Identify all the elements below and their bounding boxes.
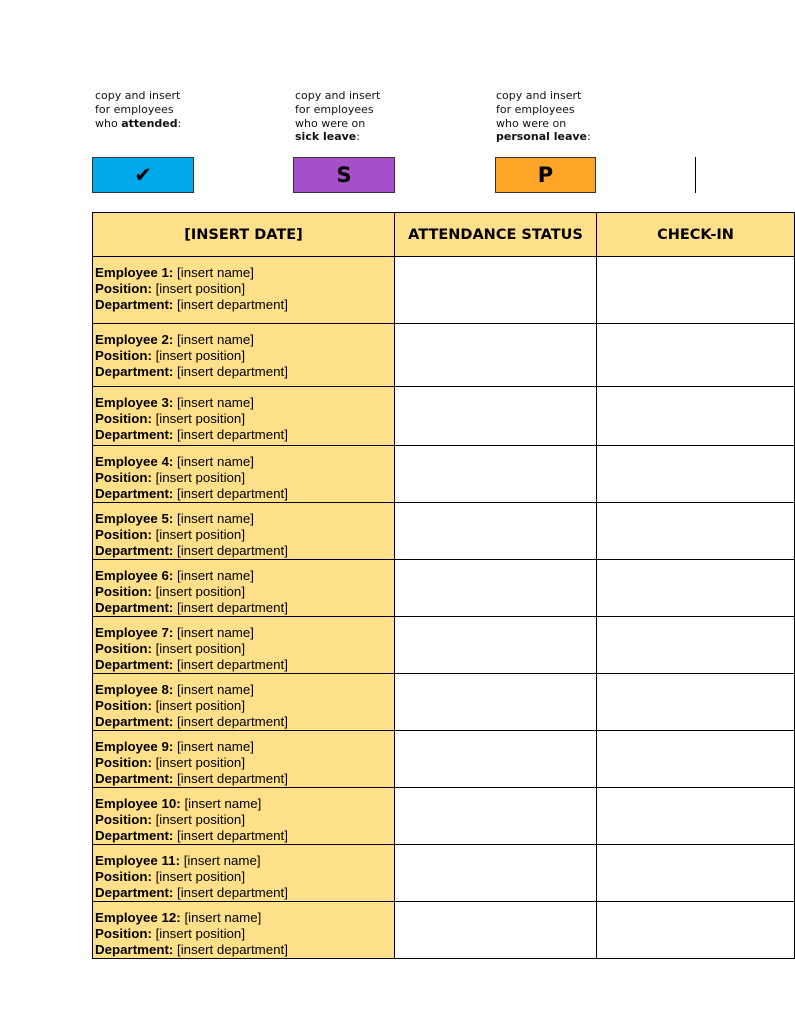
employee-name: [insert name] <box>177 739 254 754</box>
employee-name: [insert name] <box>184 796 262 811</box>
check-in-cell[interactable] <box>597 446 795 503</box>
legend-line: for employees <box>295 102 374 116</box>
attendance-sheet <box>92 212 734 957</box>
table-row <box>93 446 795 503</box>
employee-position: [insert position] <box>155 281 246 296</box>
position-line <box>95 926 394 942</box>
employee-info-cell[interactable] <box>93 324 395 387</box>
attendance-status-cell[interactable] <box>395 387 597 446</box>
position-label: Position: <box>95 348 152 363</box>
table-header-row <box>93 213 795 257</box>
employee-position: [insert position] <box>155 470 246 485</box>
employee-info-cell[interactable] <box>93 731 395 788</box>
check-in-cell[interactable] <box>597 788 795 845</box>
check-in-cell[interactable] <box>597 503 795 560</box>
position-line <box>95 641 394 657</box>
page-edge-divider <box>695 157 696 193</box>
employee-name: [insert name] <box>184 910 262 925</box>
employee-position: [insert position] <box>155 698 246 713</box>
employee-name: [insert name] <box>177 682 254 697</box>
employee-line <box>95 454 394 470</box>
department-line <box>95 427 394 443</box>
employee-position: [insert position] <box>155 411 246 426</box>
position-line <box>95 281 394 297</box>
sick-leave-symbol: S <box>336 163 352 187</box>
attendance-status-cell[interactable] <box>395 324 597 387</box>
legend-lead-text: who <box>95 116 122 130</box>
check-in-cell[interactable] <box>597 731 795 788</box>
department-label: Department: <box>95 486 174 501</box>
employee-info-cell[interactable] <box>93 674 395 731</box>
employee-name: [insert name] <box>183 853 261 868</box>
attendance-table <box>92 212 795 959</box>
employee-name: [insert name] <box>177 332 254 347</box>
legend-personal-leave-note <box>496 89 591 144</box>
employee-position: [insert position] <box>155 812 246 827</box>
position-line <box>95 527 394 543</box>
employee-label: Employee 4: <box>95 454 174 469</box>
employee-line <box>95 511 394 527</box>
table-row <box>93 324 795 387</box>
position-label: Position: <box>95 470 152 485</box>
employee-info-cell[interactable] <box>93 446 395 503</box>
position-line <box>95 584 394 600</box>
legend-status-name: sick leave <box>295 130 357 144</box>
position-line <box>95 812 394 828</box>
table-row <box>93 617 795 674</box>
checkmark-icon: ✔ <box>134 163 152 187</box>
table-row <box>93 560 795 617</box>
employee-department: [insert department] <box>177 828 288 843</box>
table-row <box>93 503 795 560</box>
legend-status-line <box>295 130 380 144</box>
employee-department: [insert department] <box>177 486 288 501</box>
employee-line <box>95 568 394 584</box>
legend-line: who were on <box>496 116 567 130</box>
position-label: Position: <box>95 584 152 599</box>
employee-line <box>95 739 394 755</box>
employee-name: [insert name] <box>177 568 254 583</box>
department-line <box>95 714 394 730</box>
column-header-attendance-status[interactable]: ATTENDANCE STATUS <box>395 213 597 257</box>
employee-line <box>95 910 394 926</box>
table-row <box>93 674 795 731</box>
personal-leave-symbol: P <box>537 163 554 187</box>
attendance-status-cell[interactable] <box>395 902 597 959</box>
position-line <box>95 348 394 364</box>
department-line <box>95 828 394 844</box>
position-label: Position: <box>95 281 152 296</box>
legend-status-name: attended <box>121 116 178 130</box>
check-in-cell[interactable] <box>597 845 795 902</box>
legend-line: copy and insert <box>95 89 181 102</box>
sick-leave-swatch[interactable] <box>293 157 395 193</box>
employee-position: [insert position] <box>155 755 246 770</box>
position-label: Position: <box>95 812 152 827</box>
legend-sick-leave-note <box>295 89 380 144</box>
department-line <box>95 364 394 380</box>
employee-department: [insert department] <box>177 364 288 379</box>
department-label: Department: <box>95 543 174 558</box>
attendance-status-cell[interactable] <box>395 446 597 503</box>
employee-info-cell[interactable] <box>93 560 395 617</box>
employee-department: [insert department] <box>177 771 288 786</box>
check-in-cell[interactable] <box>597 902 795 959</box>
department-label: Department: <box>95 600 174 615</box>
position-label: Position: <box>95 755 152 770</box>
legend-line: who were on <box>295 116 366 130</box>
employee-name: [insert name] <box>177 265 254 280</box>
employee-department: [insert department] <box>177 297 288 312</box>
department-line <box>95 297 394 313</box>
check-in-cell[interactable] <box>597 560 795 617</box>
check-in-cell[interactable] <box>597 387 795 446</box>
table-row <box>93 902 795 959</box>
department-line <box>95 543 394 559</box>
employee-department: [insert department] <box>177 942 288 957</box>
legend-line: copy and insert <box>496 89 582 102</box>
employee-line <box>95 332 394 348</box>
employee-label: Employee 2: <box>95 332 174 347</box>
employee-department: [insert department] <box>177 600 288 615</box>
employee-department: [insert department] <box>177 714 288 729</box>
department-label: Department: <box>95 657 174 672</box>
employee-label: Employee 3: <box>95 395 174 410</box>
employee-info-cell[interactable] <box>93 257 395 324</box>
position-line <box>95 698 394 714</box>
employee-label: Employee 5: <box>95 511 174 526</box>
attendance-status-cell[interactable] <box>395 617 597 674</box>
attendance-status-cell[interactable] <box>395 560 597 617</box>
legend-status-name: personal leave <box>496 130 588 144</box>
employee-info-cell[interactable] <box>93 617 395 674</box>
personal-leave-swatch[interactable] <box>495 157 596 193</box>
employee-position: [insert position] <box>155 348 246 363</box>
legend-attended-note <box>95 89 181 130</box>
legend-line: for employees <box>95 102 174 116</box>
position-label: Position: <box>95 527 152 542</box>
department-label: Department: <box>95 828 174 843</box>
department-line <box>95 486 394 502</box>
employee-label: Employee 1: <box>95 265 174 280</box>
employee-department: [insert department] <box>177 543 288 558</box>
employee-name: [insert name] <box>177 454 254 469</box>
employee-label: Employee 9: <box>95 739 174 754</box>
employee-department: [insert department] <box>177 885 288 900</box>
employee-name: [insert name] <box>177 395 254 410</box>
department-label: Department: <box>95 297 174 312</box>
legend-status-line <box>95 117 181 131</box>
legend-trail-text: : <box>356 130 360 144</box>
position-line <box>95 869 394 885</box>
legend-line: for employees <box>496 102 575 116</box>
employee-label: Employee 10: <box>95 796 181 811</box>
employee-line <box>95 853 394 869</box>
position-label: Position: <box>95 641 152 656</box>
legend-trail-text: : <box>587 130 591 144</box>
employee-position: [insert position] <box>155 869 246 884</box>
attendance-status-cell[interactable] <box>395 257 597 324</box>
employee-label: Employee 11: <box>95 853 180 868</box>
department-label: Department: <box>95 714 174 729</box>
employee-line <box>95 682 394 698</box>
employee-line <box>95 625 394 641</box>
attendance-status-cell[interactable] <box>395 503 597 560</box>
employee-info-cell[interactable] <box>93 788 395 845</box>
employee-department: [insert department] <box>177 657 288 672</box>
employee-name: [insert name] <box>177 625 254 640</box>
table-row <box>93 387 795 446</box>
employee-position: [insert position] <box>155 641 246 656</box>
position-line <box>95 470 394 486</box>
employee-line <box>95 395 394 411</box>
attendance-status-cell[interactable] <box>395 731 597 788</box>
legend-line: copy and insert <box>295 89 381 102</box>
check-in-cell[interactable] <box>597 617 795 674</box>
column-header-date[interactable]: [INSERT DATE] <box>93 213 395 257</box>
department-label: Department: <box>95 885 174 900</box>
position-label: Position: <box>95 698 152 713</box>
position-label: Position: <box>95 926 152 941</box>
department-line <box>95 942 394 958</box>
department-line <box>95 771 394 787</box>
employee-name: [insert name] <box>177 511 254 526</box>
employee-info-cell[interactable] <box>93 387 395 446</box>
department-line <box>95 885 394 901</box>
employee-position: [insert position] <box>155 584 246 599</box>
position-label: Position: <box>95 411 152 426</box>
check-in-cell[interactable] <box>597 324 795 387</box>
attended-checkmark-swatch[interactable] <box>92 157 194 193</box>
legend-trail-text: : <box>177 116 182 130</box>
position-line <box>95 755 394 771</box>
employee-label: Employee 8: <box>95 682 174 697</box>
check-in-cell[interactable] <box>597 674 795 731</box>
table-row <box>93 845 795 902</box>
position-label: Position: <box>95 869 152 884</box>
table-row <box>93 257 795 324</box>
attendance-status-cell[interactable] <box>395 674 597 731</box>
department-line <box>95 657 394 673</box>
department-label: Department: <box>95 942 174 957</box>
table-row <box>93 731 795 788</box>
employee-info-cell[interactable] <box>93 902 395 959</box>
department-line <box>95 600 394 616</box>
attendance-status-cell[interactable] <box>395 788 597 845</box>
employee-line <box>95 796 394 812</box>
table-row <box>93 788 795 845</box>
position-line <box>95 411 394 427</box>
department-label: Department: <box>95 427 174 442</box>
employee-position: [insert position] <box>155 527 246 542</box>
employee-label: Employee 7: <box>95 625 174 640</box>
attendance-status-cell[interactable] <box>395 845 597 902</box>
employee-position: [insert position] <box>155 926 246 941</box>
department-label: Department: <box>95 364 174 379</box>
column-header-check-in[interactable]: CHECK-IN <box>597 213 795 257</box>
department-label: Department: <box>95 771 174 786</box>
employee-line <box>95 265 394 281</box>
employee-info-cell[interactable] <box>93 503 395 560</box>
employee-department: [insert department] <box>177 427 288 442</box>
check-in-cell[interactable] <box>597 257 795 324</box>
legend-status-line <box>496 130 591 144</box>
employee-label: Employee 6: <box>95 568 174 583</box>
employee-label: Employee 12: <box>95 910 181 925</box>
employee-info-cell[interactable] <box>93 845 395 902</box>
